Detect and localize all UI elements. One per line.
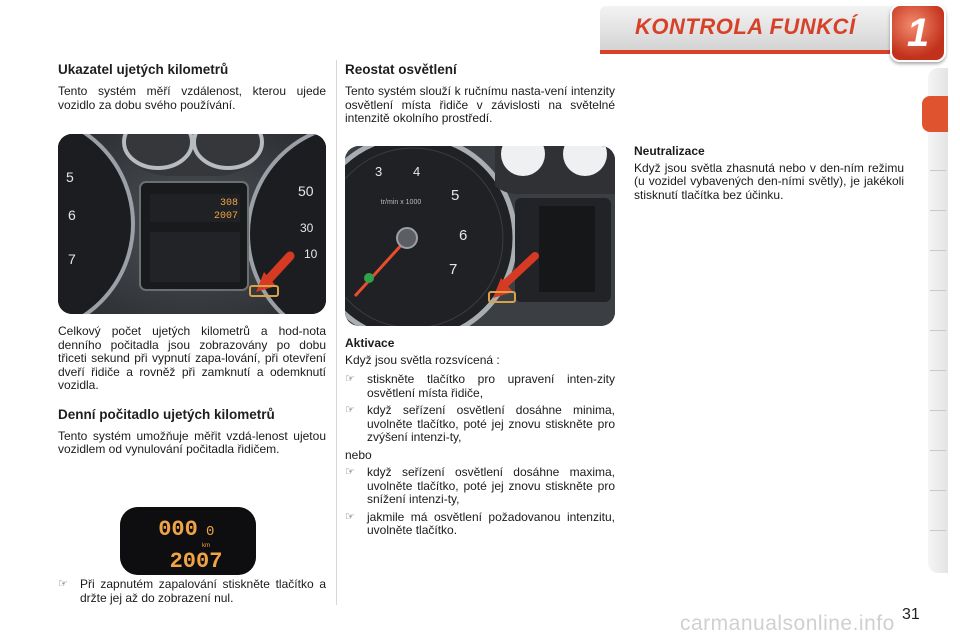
gauge-tick-label: 5 [451,187,460,204]
pointing-hand-icon: ☞ [345,510,355,523]
activation-intro: Když jsou světla rozsvícená : [345,352,500,367]
chapter-tab-divider [930,210,946,211]
trip-display-value: 000 [158,517,198,542]
instrument-cluster-photo [58,134,326,314]
total-readout: 2007 [213,211,238,222]
gauge-tick-label: 7 [68,251,76,267]
pointing-hand-icon: ☞ [345,466,355,478]
left-column-lower [58,325,326,463]
unit-label: km [202,543,210,549]
dimmer-heading: Reostat osvětlení [345,62,457,77]
gauge-tick-label: 10 [304,247,318,261]
chapter-tab-divider [930,490,946,491]
gauge-tick-label: 3 [375,164,383,179]
chapter-tab-divider [930,450,946,451]
chapter-tab-divider [930,290,946,291]
activation-step: jakmile má osvětlení požadovanou intenzitu, uvolněte tlačítko. [367,509,615,537]
left-column [58,62,326,118]
header-accent-line [600,50,940,54]
gauge-tick-label: 4 [413,164,421,179]
page-title: KONTROLA FUNKCÍ [635,14,856,39]
chapter-tab-divider [930,250,946,251]
active-chapter-tab [922,96,948,132]
chapter-tab-divider [930,370,946,371]
gauge-tick-label: 6 [68,207,76,223]
odometer-display-photo [120,507,256,575]
chapter-tab-divider [930,530,946,531]
chapter-tab-divider [930,170,946,171]
activation-section [345,337,615,542]
trip-bullet-text: Při zapnutém zapalování stiskněte tlačítko a držte jej až do zobrazení nul. [80,577,326,605]
trip-heading: Denní počitadlo ujetých kilometrů [58,406,275,422]
pointing-hand-icon: ☞ [58,578,68,590]
chapter-tab-divider [930,410,946,411]
trip-readout: 308 [219,198,238,209]
gauge-tick-label: 7 [449,261,458,278]
odometer-heading: Ukazatel ujetých kilometrů [58,62,229,77]
chapter-badge: 1 [890,4,946,62]
gauge-tick-label: 5 [66,169,74,185]
total-display-value: 2007 [169,549,223,574]
neutral-text: Když jsou světla zhasnutá nebo v den-ním režimu (u vozidel vybavených den-ními světly), je jakékoli stisknutí tlačítka bez účinku. [634,160,904,202]
neutral-heading: Neutralizace [634,144,705,158]
gauge-tick-label: 50 [298,183,314,199]
page-number: 31 [902,606,920,623]
odometer-note: Celkový počet ujetých kilometrů a hod-nota denního počitadla jsou zobrazovány po dobu třiceti sekund při vypnutí zapa-lování, při otevření dveří řidiče a rovněž při zamknutí a odemknutí vozidla. [58,324,326,392]
trip-bullet-block [58,578,326,609]
gauge-tick-label: 30 [300,221,314,235]
pointing-hand-icon: ☞ [345,373,355,385]
activation-step: když seřízení osvětlení dosáhne maxima, uvolněte tlačítko, poté jej znovu stiskněte pro snížení intenzi-ty, [367,465,615,506]
rpm-unit-label: tr/min x 1000 [380,199,422,206]
chapter-tab-divider [930,330,946,331]
watermark: carmanualsonline.info [680,612,895,635]
activation-step: když seřízení osvětlení dosáhne minima, uvolněte tlačítko, poté jej znovu stiskněte pro zvýšení intenzi-ty, [367,403,615,444]
dimmer-cluster-photo [345,146,615,326]
right-column [634,145,904,208]
pointing-hand-icon: ☞ [345,404,355,416]
trip-display-decimal: 0 [206,524,215,540]
gauge-tick-label: 6 [459,227,468,244]
trip-text: Tento systém umožňuje měřit vzdá-lenost ujetou vozidlem od vynulování počitadla řidičem. [58,428,326,456]
or-label: nebo [345,447,372,462]
dimmer-text: Tento systém slouží k ručnímu nasta-vení intenzity osvětlení místa řidiče v závislosti na světelné intenzitě okolního prostředí. [345,84,615,125]
odometer-text: Tento systém měří vzdálenost, kterou ujede vozidlo za dobu svého používání. [58,84,326,112]
activation-heading: Aktivace [345,336,395,350]
column-divider [336,60,337,605]
middle-column [345,62,615,132]
chapter-tab-rail [928,68,948,573]
activation-step: stiskněte tlačítko pro upravení inten-zity osvětlení místa řidiče, [367,372,615,400]
